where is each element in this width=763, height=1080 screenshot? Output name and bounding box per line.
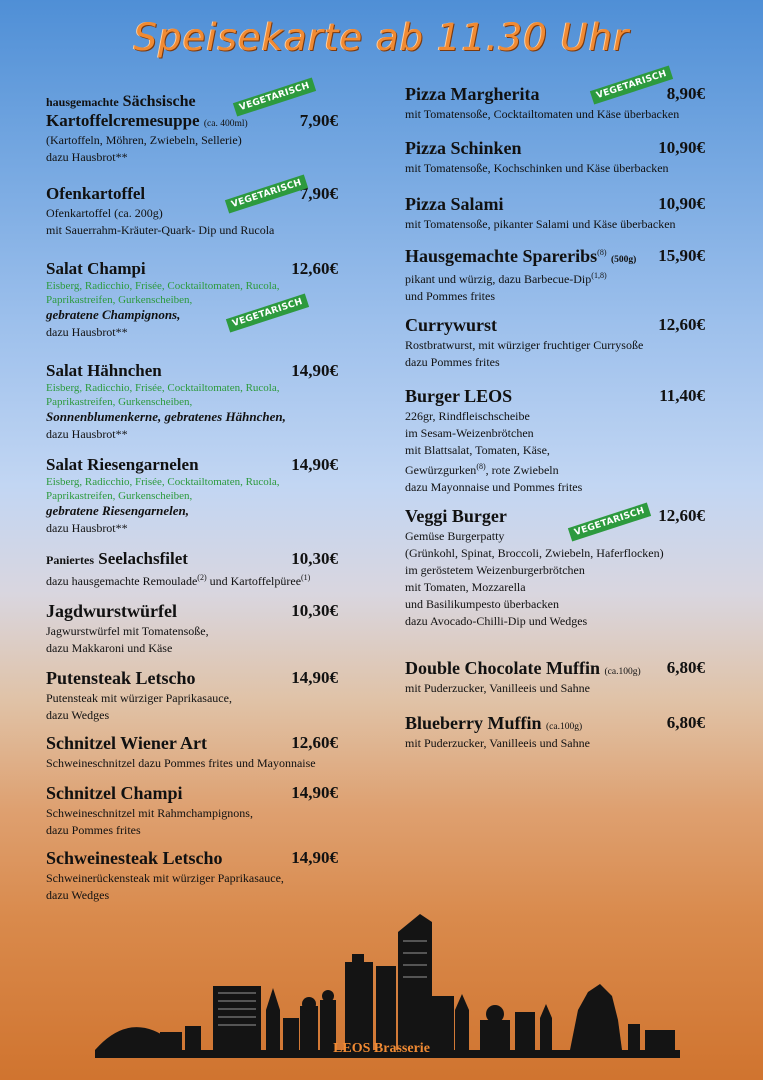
item-ingredients: Paprikastreifen, Gurkenscheiben, — [46, 294, 193, 306]
menu-item-spareribs — [405, 246, 705, 304]
item-name: Jagdwurstwürfel 10,30€ — [46, 601, 338, 621]
item-description: Ofenkartoffel (ca. 200g) — [46, 206, 163, 220]
item-description: dazu Pommes frites — [405, 355, 500, 369]
item-name: Schnitzel Wiener Art 12,60€ — [46, 733, 338, 753]
item-name: Double Chocolate Muffin (ca.100g) 6,80€ — [405, 658, 705, 678]
item-name: Blueberry Muffin (ca.100g) 6,80€ — [405, 713, 705, 733]
menu-item-blueberry-muffin — [405, 713, 705, 751]
item-ingredients: Eisberg, Radicchio, Frisée, Cocktailtomaten, Rucola, — [46, 280, 280, 292]
menu-item-burger-leos — [405, 386, 705, 495]
menu-item-jagdwurstwuerfel — [46, 601, 338, 656]
menu-title: Speisekarte ab 11.30 Uhr — [133, 16, 630, 59]
item-description: im geröstetem Weizenburgerbrötchen — [405, 563, 585, 577]
item-description: dazu hausgemachte Remoulade$^{(2)}$ und Kartoffelpüree$^{(1)}$ — [46, 573, 311, 588]
vegetarian-stamp: VEGETARISCH — [233, 77, 317, 116]
item-description: dazu Hausbrot** — [46, 427, 128, 441]
item-price: 14,90€ — [291, 455, 338, 474]
item-description: dazu Hausbrot** — [46, 325, 128, 339]
item-price: 7,90€ — [299, 184, 338, 203]
item-price: 7,90€ — [299, 111, 338, 130]
item-description: mit Sauerrahm-Kräuter-Quark- Dip und Rucola — [46, 223, 275, 237]
item-name: Hausgemachte Spareribs$^{(8)}$ (500g) 15,90€ — [405, 246, 705, 266]
item-name: Burger LEOS 11,40€ — [405, 386, 705, 406]
menu-item-currywurst — [405, 315, 705, 370]
item-price: 12,60€ — [658, 315, 705, 334]
item-name: Pizza Schinken 10,90€ — [405, 138, 705, 158]
item-ingredients: Paprikastreifen, Gurkenscheiben, — [46, 396, 193, 408]
item-price: 14,90€ — [291, 361, 338, 380]
item-price: 11,40€ — [659, 386, 705, 405]
item-description: mit Blattsalat, Tomaten, Käse, — [405, 443, 550, 457]
item-name: Salat Champi 12,60€ — [46, 259, 338, 278]
item-description: mit Tomaten, Mozzarella — [405, 580, 526, 594]
item-price: 12,60€ — [291, 733, 338, 752]
item-description: mit Tomatensoße, Kochschinken und Käse überbacken — [405, 161, 669, 175]
item-description: (Kartoffeln, Möhren, Zwiebeln, Sellerie) — [46, 133, 242, 147]
item-description: dazu Wedges — [46, 708, 110, 722]
item-price: 8,90€ — [666, 84, 705, 103]
item-price: 10,90€ — [658, 138, 705, 157]
item-ingredients: Eisberg, Radicchio, Frisée, Cocktailtomaten, Rucola, — [46, 382, 280, 394]
item-description: und Basilikumpesto überbacken — [405, 597, 559, 611]
menu-item-schnitzel-wiener-art — [46, 733, 338, 771]
item-price: 12,60€ — [658, 506, 705, 525]
menu-item-schnitzel-champi — [46, 783, 338, 838]
item-description: und Pommes frites — [405, 289, 495, 303]
item-description: Schweinerückensteak mit würziger Paprikasauce, — [46, 871, 284, 885]
item-description: im Sesam-Weizenbrötchen — [405, 426, 534, 440]
item-name: Salat Hähnchen 14,90€ — [46, 361, 338, 380]
item-description: mit Tomatensoße, pikanter Salami und Käse überbacken — [405, 217, 676, 231]
item-description: Putensteak mit würziger Paprikasauce, — [46, 691, 232, 705]
item-price: 10,30€ — [291, 601, 338, 620]
menu-item-schweinesteak-letscho — [46, 848, 338, 903]
item-name: Schweinesteak Letscho 14,90€ — [46, 848, 338, 868]
item-ingredients: Paprikastreifen, Gurkenscheiben, — [46, 490, 193, 502]
menu-item-kartoffelcremesuppe — [46, 93, 338, 165]
vegetarian-stamp: VEGETARISCH — [568, 502, 652, 541]
item-name-line1: hausgemachte Sächsische — [46, 93, 196, 110]
item-description: dazu Hausbrot** — [46, 150, 128, 164]
item-price: 12,60€ — [291, 259, 338, 278]
item-highlight: Sonnenblumenkerne, gebratenes Hähnchen, — [46, 409, 286, 424]
item-description: pikant und würzig, dazu Barbecue-Dip$^{(1,8)}$ — [405, 271, 607, 286]
item-price: 10,90€ — [658, 194, 705, 213]
item-highlight: gebratene Riesengarnelen, — [46, 503, 189, 518]
menu-item-pizza-salami — [405, 194, 705, 232]
menu-item-double-chocolate-muffin — [405, 658, 705, 696]
item-ingredients: Eisberg, Radicchio, Frisée, Cocktailtomaten, Rucola, — [46, 476, 280, 488]
item-name: Paniertes Seelachsfilet 10,30€ — [46, 549, 338, 568]
item-description: dazu Hausbrot** — [46, 521, 128, 535]
item-description: mit Puderzucker, Vanilleeis und Sahne — [405, 681, 590, 695]
item-description: (Grünkohl, Spinat, Broccoli, Zwiebeln, Haferflocken) — [405, 546, 664, 560]
item-name: Currywurst 12,60€ — [405, 315, 705, 335]
item-name: Salat Riesengarnelen 14,90€ — [46, 455, 338, 474]
item-description: dazu Makkaroni und Käse — [46, 641, 173, 655]
item-description: Gewürzgurken$^{(8)}$, rote Zwiebeln — [405, 462, 559, 477]
item-name: Putensteak Letscho 14,90€ — [46, 668, 338, 688]
item-price: 6,80€ — [666, 713, 705, 732]
menu-item-putensteak-letscho — [46, 668, 338, 723]
item-price: 14,90€ — [291, 668, 338, 687]
item-name: Schnitzel Champi 14,90€ — [46, 783, 338, 803]
item-description: Schweineschnitzel dazu Pommes frites und Mayonnaise — [46, 756, 316, 770]
item-name: Veggi Burger 12,60€ — [405, 506, 705, 526]
brand-name: LEOS Brasserie — [333, 1041, 430, 1056]
item-highlight: gebratene Champignons, — [46, 307, 181, 322]
item-description: Rostbratwurst, mit würziger fruchtiger Currysoße — [405, 338, 644, 352]
item-price: 6,80€ — [666, 658, 705, 677]
menu-item-salat-haehnchen — [46, 361, 338, 442]
item-description: Gemüse Burgerpatty — [405, 529, 505, 543]
menu-item-pizza-schinken — [405, 138, 705, 176]
item-description: mit Puderzucker, Vanilleeis und Sahne — [405, 736, 590, 750]
item-price: 14,90€ — [291, 848, 338, 867]
menu-item-salat-riesengarnelen — [46, 455, 338, 536]
item-name: Ofenkartoffel 7,90€ — [46, 184, 338, 203]
menu-item-pizza-margherita — [405, 84, 705, 122]
vegetarian-stamp: VEGETARISCH — [226, 293, 310, 332]
item-description: dazu Wedges — [46, 888, 110, 902]
item-description: dazu Avocado-Chilli-Dip und Wedges — [405, 614, 588, 628]
item-name: Pizza Salami 10,90€ — [405, 194, 705, 214]
menu-item-veggi-burger — [405, 506, 705, 629]
item-name-line2: Kartoffelcremesuppe (ca. 400ml) 7,90€ — [46, 111, 338, 130]
item-price: 15,90€ — [658, 246, 705, 265]
item-price: 10,30€ — [291, 549, 338, 568]
item-name: Pizza Margherita 8,90€ — [405, 84, 705, 104]
menu-item-seelachsfilet — [46, 549, 338, 589]
vegetarian-stamp: VEGETARISCH — [590, 65, 674, 104]
item-description: dazu Pommes frites — [46, 823, 141, 837]
item-description: dazu Mayonnaise und Pommes frites — [405, 480, 583, 494]
vegetarian-stamp: VEGETARISCH — [225, 174, 309, 213]
item-description: Jagwurstwürfel mit Tomatensoße, — [46, 624, 209, 638]
item-price: 14,90€ — [291, 783, 338, 802]
item-description: 226gr, Rindfleischscheibe — [405, 409, 530, 423]
item-description: Schweineschnitzel mit Rahmchampignons, — [46, 806, 253, 820]
item-description: mit Tomatensoße, Cocktailtomaten und Käse überbacken — [405, 107, 680, 121]
